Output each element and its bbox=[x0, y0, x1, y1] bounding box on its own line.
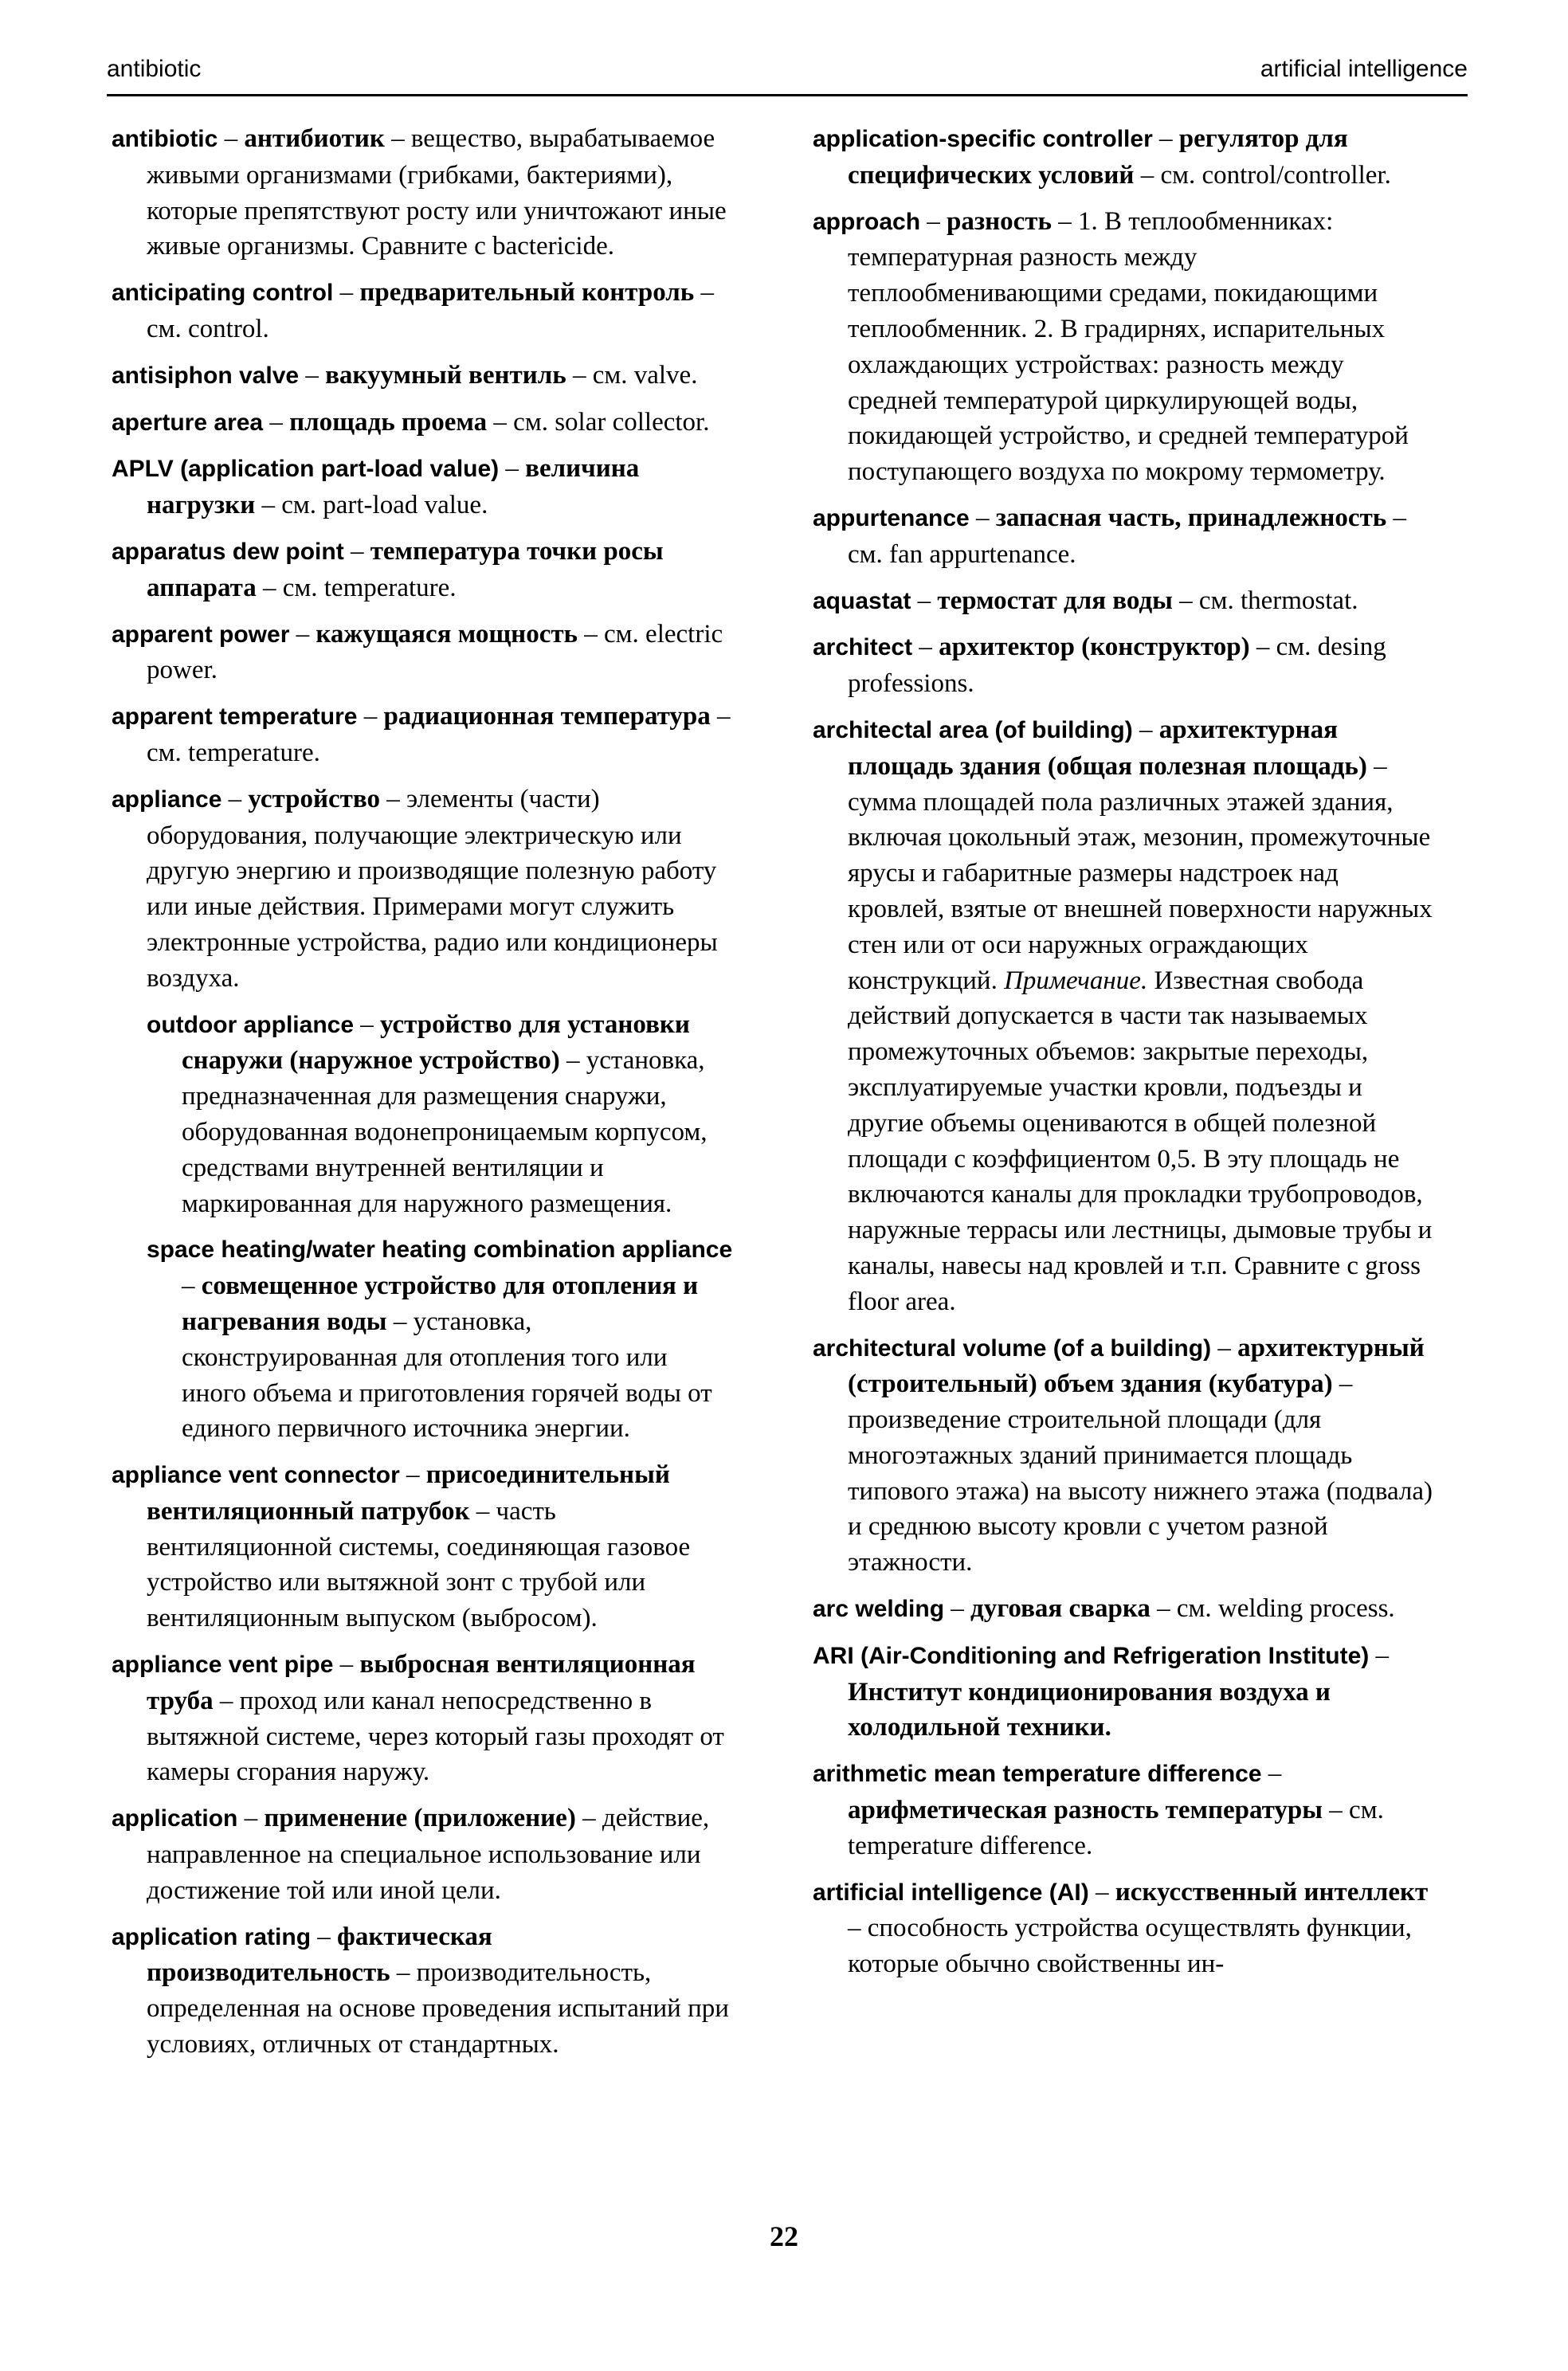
dictionary-entry: apparent power – кажущаяся мощность – см. electric power. bbox=[112, 619, 723, 685]
entry-term: architect bbox=[813, 634, 913, 661]
entry-translation: устройство bbox=[248, 784, 380, 813]
dictionary-entry: approach – разность – 1. В теплообменниках: температурная разность между теплообменивающими средами, покидающими теплообменник. 2. В градирнях, испарительных охлаждающих устройствах: разность между средней температурой циркулирующей воды, покидающей устройство, и средней температурой поступающего воздуха по мокрому термометру. bbox=[813, 206, 1409, 487]
entry-definition: сумма площадей пола различных этажей здания, включая цокольный этаж, мезонин, промежуточные ярусы и габаритные размеры надстроек над кровлей, взятые от внешней поверхности наружных стен или от оси наружных ограждающих конструкций. bbox=[848, 787, 1433, 995]
dictionary-entry: arc welding – дуговая сварка – см. welding process. bbox=[813, 1594, 1395, 1624]
entry-definition: произведение строительной площади (для многоэтажных зданий принимается площадь типового этажа) на высоту нижнего этажа (подвала) и среднюю высоту кровли с учетом разной этажности. bbox=[848, 1405, 1433, 1577]
dictionary-entry: apparatus dew point – температура точки росы аппарата – см. temperature. bbox=[112, 536, 664, 602]
entry-translation: площадь проема bbox=[289, 407, 488, 437]
header-right-guide-word: artificial intelligence bbox=[1260, 56, 1468, 82]
entry-definition: см. temperature. bbox=[282, 573, 457, 602]
entry-term: apparent power bbox=[112, 621, 290, 648]
entry-translation: величина нагрузки bbox=[147, 454, 640, 520]
dictionary-entry: anticipating control – предварительный контроль – см. control. bbox=[112, 278, 715, 343]
entry-translation: применение (приложение) bbox=[264, 1804, 576, 1833]
dictionary-entry: application-specific controller – регулятор для специфических условий – см. control/controller. bbox=[813, 124, 1391, 190]
entry-definition: способность устройства осуществлять функции, которые обычно свойственны ин- bbox=[848, 1914, 1412, 1979]
entry-term: apparatus dew point bbox=[112, 538, 344, 565]
entry-term: approach bbox=[813, 208, 921, 235]
entry-definition: часть вентиляционной системы, соединяющая газовое устройство или вытяжной зонт с трубой или вентиляционным выпуском (выбросом). bbox=[147, 1496, 691, 1633]
entry-definition: 1. В теплообменниках: температурная разность между теплообменивающими средами, покидающими теплообменник. 2. В градирнях, испарительных охлаждающих устройствах: разность между средней температурой циркулирующей воды, покидающей устройство, и средней температурой поступающего воздуха по мокрому термометру. bbox=[848, 206, 1409, 487]
entry-translation: фактическая производительность bbox=[147, 1922, 492, 1988]
entry-term: architectal area (of building) bbox=[813, 716, 1133, 743]
entry-translation: Институт кондиционирования воздуха и холодильной техники. bbox=[848, 1677, 1331, 1742]
dictionary-entry: antibiotic – антибиотик – вещество, вырабатываемое живыми организмами (грибками, бактериями), которые препятствуют росту или уничтожают иные живые организмы. Сравните с bactericide. bbox=[112, 124, 727, 261]
entry-translation: архитектурный (строительный) объем здания (кубатура) bbox=[848, 1333, 1425, 1399]
entry-term: application bbox=[112, 1805, 238, 1832]
entry-term: architectural volume (of a building) bbox=[813, 1334, 1212, 1362]
entry-definition: установка, предназначенная для размещения снаружи, оборудованная водонепроницаемым корпусом, средствами внутренней вентиляции и маркированная для наружного размещения. bbox=[182, 1046, 708, 1218]
entry-definition: вещество, вырабатываемое живыми организмами (грибками, бактериями), которые препятствуют росту или уничтожают иные живые организмы. Сравните с bactericide. bbox=[147, 124, 727, 261]
entry-term: appliance vent connector bbox=[112, 1462, 400, 1489]
dictionary-entry: arithmetic mean temperature difference – арифметическая разность температуры – см. temperature difference. bbox=[813, 1759, 1384, 1860]
dictionary-entry: aperture area – площадь проема – см. solar collector. bbox=[112, 407, 710, 437]
entry-term: arithmetic mean temperature difference bbox=[813, 1761, 1262, 1788]
entry-note-text: Известная свобода действий допускается в части так называемых промежуточных объемов: закрытые переходы, эксплуатируемые участки кровли, подъезды и другие объемы оцениваются в общей полезной площади с коэффициентом 0,5. В эту площадь не включаются каналы для прокладки трубопроводов, наружные террасы или лестницы, дымовые трубы и каналы, навесы над кровлей и т.п. Сравните с gross floor area. bbox=[848, 966, 1433, 1316]
entry-definition: см. valve. bbox=[592, 360, 698, 390]
entry-term: anticipating control bbox=[112, 280, 334, 307]
page-number: 22 bbox=[770, 2220, 798, 2252]
entry-translation: искусственный интеллект bbox=[1115, 1877, 1429, 1907]
entry-definition: производительность, определенная на основе проведения испытаний при условиях, отличных от стандартных. bbox=[147, 1958, 729, 2059]
entry-translation: архитектурная площадь здания (общая полезная площадь) bbox=[848, 715, 1367, 781]
entry-translation: разность bbox=[947, 206, 1052, 236]
entry-definition: проход или канал непосредственно в вытяжной системе, через который газы проходят от камеры сгорания наружу. bbox=[147, 1686, 724, 1787]
dictionary-entry: appliance – устройство – элементы (части) оборудования, получающие электрическую или другую энергию и производящие полезную работу или иные действия. Примерами могут служить электронные устройства, радио или кондиционеры воздуха. bbox=[112, 784, 718, 993]
entry-translation: архитектор (конструктор) bbox=[939, 633, 1250, 662]
dictionary-entry: aquastat – термостат для воды – см. thermostat. bbox=[813, 586, 1358, 615]
entry-term: appliance bbox=[112, 786, 222, 813]
dictionary-subentry: space heating/water heating combination appliance – совмещенное устройство для отопления и нагревания воды – установка, сконструированная для отопления того или иного объема и приготовления горячей воды от единого первичного источника энергии. bbox=[147, 1236, 733, 1444]
entry-translation: вакуумный вентиль bbox=[325, 360, 566, 390]
entry-note-label: Примечание. bbox=[1004, 966, 1148, 995]
dictionary-entry: appliance vent pipe – выбросная вентиляционная труба – проход или канал непосредственно в вытяжной системе, через который газы проходят от камеры сгорания наружу. bbox=[112, 1650, 724, 1787]
entry-translation: кажущаяся мощность bbox=[316, 619, 578, 649]
entry-term: ARI (Air-Conditioning and Refrigeration Institute) bbox=[813, 1642, 1370, 1669]
entry-term: application-specific controller bbox=[813, 126, 1153, 152]
dictionary-entry: architect – архитектор (конструктор) – см. desing professions. bbox=[813, 633, 1386, 699]
entry-term: antisiphon valve bbox=[112, 362, 300, 389]
dictionary-entry: apparent temperature – радиационная температура – см. temperature. bbox=[112, 702, 731, 767]
entry-definition: см. thermostat. bbox=[1198, 586, 1358, 615]
entry-term: appliance vent pipe bbox=[112, 1652, 334, 1679]
entry-definition: см. electric power. bbox=[147, 619, 723, 685]
entry-term: antibiotic bbox=[112, 126, 218, 152]
dictionary-entry: appliance vent connector – присоединительный вентиляционный патрубок – часть вентиляционной системы, соединяющая газовое устройство или вытяжной зонт с трубой или вентиляционным выпуском (выбросом). bbox=[112, 1460, 691, 1633]
entry-translation: температура точки росы аппарата bbox=[147, 536, 664, 602]
entry-term: apparent temperature bbox=[112, 703, 358, 731]
entry-definition: см. desing professions. bbox=[848, 633, 1386, 699]
dictionary-subentry: outdoor appliance – устройство для установки снаружи (наружное устройство) – установка, предназначенная для размещения снаружи, оборудованная водонепроницаемым корпусом, средствами внутренней вентиляции и маркированная для наружного размещения. bbox=[147, 1009, 708, 1218]
entry-term: space heating/water heating combination appliance bbox=[147, 1236, 733, 1264]
entry-definition: см. welding process. bbox=[1176, 1594, 1395, 1624]
entry-translation: термостат для воды bbox=[937, 586, 1173, 615]
entry-definition: см. control/controller. bbox=[1160, 160, 1391, 190]
dictionary-entry: ARI (Air-Conditioning and Refrigeration Institute) – Институт кондиционирования воздуха и холодильной техники. bbox=[813, 1640, 1390, 1742]
dictionary-entry: application – применение (приложение) – действие, направленное на специальное использование или достижение той или иной цели. bbox=[112, 1804, 710, 1905]
header-left-guide-word: antibiotic bbox=[107, 56, 202, 82]
dictionary-entry: architectural volume (of a building) – архитектурный (строительный) объем здания (кубатура) – произведение строительной площади (для многоэтажных зданий принимается площадь типового этажа) на высоту нижнего этажа (подвала) и среднюю высоту кровли с учетом разной этажности. bbox=[813, 1333, 1433, 1577]
entry-translation: совмещенное устройство для отопления и нагревания воды bbox=[182, 1272, 699, 1336]
entry-translation: устройство для установки снаружи (наружное устройство) bbox=[182, 1009, 690, 1076]
entry-translation: запасная часть, принадлежность bbox=[995, 503, 1387, 532]
entry-term: artificial intelligence (AI) bbox=[813, 1879, 1089, 1906]
dictionary-entry: architectal area (of building) – архитектурная площадь здания (общая полезная площадь) – сумма площадей пола различных этажей здания, включая цокольный этаж, мезонин, промежуточные ярусы и габаритные размеры надстроек над кровлей, взятые от внешней поверхности наружных стен или от оси наружных ограждающих конструкций. Примечание. Известная свобода действий допускается в части так называемых промежуточных объемов: закрытые переходы, эксплуатируемые участки кровли, подъезды и другие объемы оцениваются в общей полезной площади с коэффициентом 0,5. В эту площадь не включаются каналы для прокладки трубопроводов, наружные террасы или лестницы, дымовые трубы и каналы, навесы над кровлей и т.п. Сравните с gross floor area. bbox=[813, 715, 1433, 1316]
entry-translation: дуговая сварка bbox=[970, 1594, 1151, 1624]
left-column bbox=[112, 121, 738, 2073]
entry-term: aquastat bbox=[813, 587, 911, 614]
entry-definition: см. part-load value. bbox=[281, 491, 488, 520]
dictionary-entry: appurtenance – запасная часть, принадлежность – см. fan appurtenance. bbox=[813, 503, 1406, 569]
dictionary-entry: artificial intelligence (AI) – искусственный интеллект – способность устройства осуществлять функции, которые обычно свойственны ин- bbox=[813, 1877, 1429, 1979]
entry-term: application rating bbox=[112, 1923, 312, 1950]
entry-term: outdoor appliance bbox=[147, 1011, 355, 1038]
dictionary-entry: APLV (application part-load value) – величина нагрузки – см. part-load value. bbox=[112, 454, 640, 520]
entry-definition: см. temperature. bbox=[147, 738, 320, 767]
entry-translation: предварительный контроль bbox=[359, 278, 695, 308]
entry-definition: установка, сконструированная для отопления того или иного объема и приготовления горячей воды от единого первичного источника энергии. bbox=[182, 1307, 712, 1444]
entry-definition: см. solar collector. bbox=[513, 407, 710, 437]
entry-term: aperture area bbox=[112, 409, 264, 436]
right-column bbox=[813, 121, 1439, 1993]
entry-translation: арифметическая разность температуры bbox=[848, 1796, 1323, 1825]
entry-translation: регулятор для специфических условий bbox=[848, 124, 1348, 190]
entry-translation: антибиотик bbox=[244, 124, 385, 153]
dictionary-entry: application rating – фактическая производительность – производительность, определенная на основе проведения испытаний при условиях, отличных от стандартных. bbox=[112, 1922, 729, 2059]
entry-term: APLV (application part-load value) bbox=[112, 456, 500, 483]
entry-definition: элементы (части) оборудования, получающие электрическую или другую энергию и производящие полезную работу или иные действия. Примерами могут служить электронные устройства, радио или кондиционеры воздуха. bbox=[147, 784, 718, 993]
dictionary-entry: antisiphon valve – вакуумный вентиль – см. valve. bbox=[112, 360, 698, 390]
running-header bbox=[107, 56, 1468, 96]
entry-translation: присоединительный вентиляционный патрубок bbox=[147, 1460, 670, 1526]
entry-definition: см. temperature difference. bbox=[848, 1796, 1384, 1860]
entry-definition: действие, направленное на специальное использование или достижение той или иной цели. bbox=[147, 1804, 710, 1905]
entry-term: arc welding bbox=[813, 1596, 945, 1623]
entry-definition: см. fan appurtenance. bbox=[848, 539, 1076, 569]
entry-definition: см. control. bbox=[147, 314, 269, 343]
entry-term: appurtenance bbox=[813, 504, 970, 531]
entry-translation: радиационная температура bbox=[383, 702, 711, 731]
entry-translation: выбросная вентиляционная труба bbox=[147, 1650, 696, 1715]
